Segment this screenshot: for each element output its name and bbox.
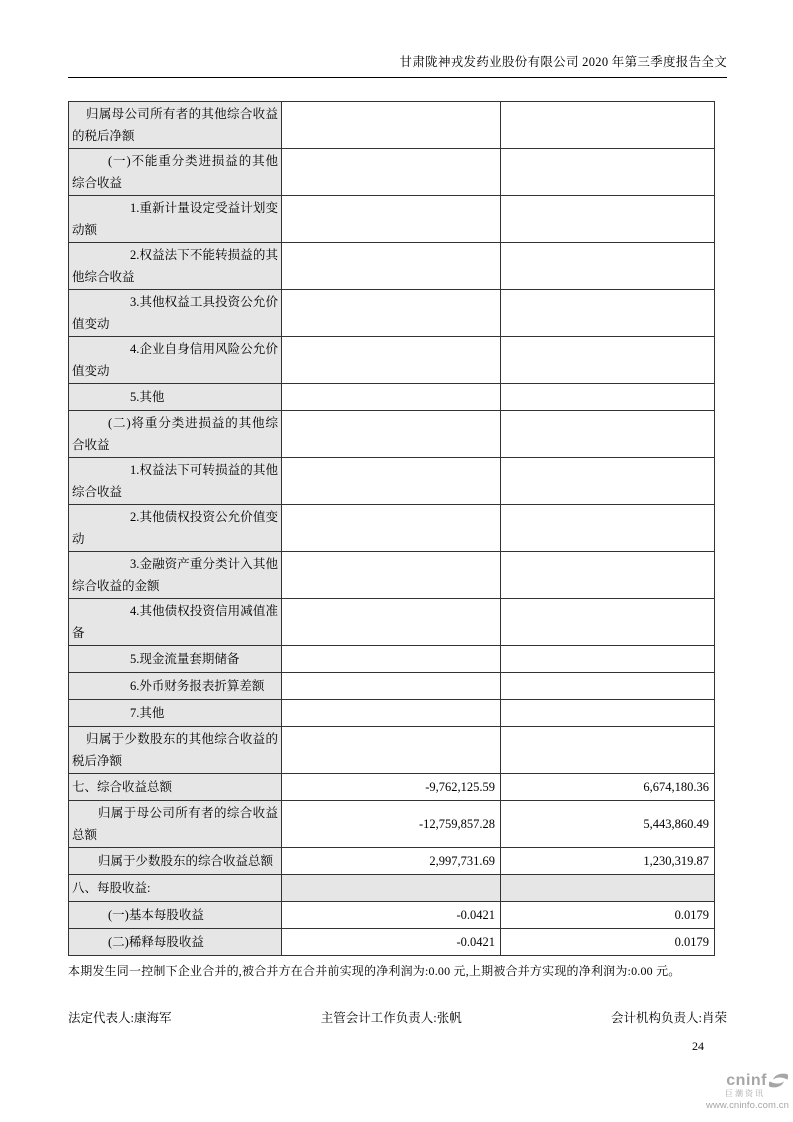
- value-current-period: [282, 875, 501, 902]
- signature-accounting-org-head: 会计机构负责人:肖荣: [611, 1011, 727, 1025]
- value-prior-period: [501, 458, 715, 505]
- row-label: 2.权益法下不能转损益的其他综合收益: [72, 248, 278, 284]
- row-label-cell: [69, 848, 282, 875]
- value-prior-period: 6,674,180.36: [501, 774, 715, 801]
- row-label-cell: [69, 646, 282, 673]
- row-label: (一)不能重分类进损益的其他综合收益: [72, 154, 278, 190]
- value-prior-period: [501, 673, 715, 700]
- row-label-cell: [69, 599, 282, 646]
- cninfo-brand-cn: 巨潮资讯: [725, 1089, 765, 1098]
- value-current-period: [282, 505, 501, 552]
- value-prior-period: [501, 102, 715, 149]
- row-label-cell: [69, 727, 282, 774]
- table-row: [69, 599, 715, 646]
- row-label-cell: [69, 673, 282, 700]
- row-label: 4.企业自身信用风险公允价值变动: [72, 342, 278, 378]
- row-label: 归属母公司所有者的其他综合收益的税后净额: [72, 107, 278, 143]
- row-label-cell: [69, 875, 282, 902]
- value-prior-period: [501, 290, 715, 337]
- table-row: [69, 411, 715, 458]
- value-prior-period: [501, 646, 715, 673]
- value-current-period: [282, 337, 501, 384]
- row-label-cell: [69, 384, 282, 411]
- value-current-period: [282, 290, 501, 337]
- value-prior-period: [501, 727, 715, 774]
- value-current-period: [282, 458, 501, 505]
- row-label: 归属于少数股东的综合收益总额: [98, 854, 274, 868]
- table-row: [69, 290, 715, 337]
- value-current-period: [282, 102, 501, 149]
- value-prior-period: 1,230,319.87: [501, 848, 715, 875]
- row-label-cell: [69, 458, 282, 505]
- table-row: [69, 102, 715, 149]
- income-table-body: [69, 102, 715, 956]
- value-current-period: -0.0421: [282, 929, 501, 956]
- page-number: 24: [692, 1039, 704, 1053]
- row-label-cell: [69, 700, 282, 727]
- row-label: (二)将重分类进损益的其他综合收益: [72, 416, 278, 452]
- value-prior-period: 0.0179: [501, 929, 715, 956]
- value-current-period: [282, 599, 501, 646]
- value-prior-period: 5,443,860.49: [501, 801, 715, 848]
- table-row: [69, 801, 715, 848]
- table-row: [69, 149, 715, 196]
- value-prior-period: [501, 700, 715, 727]
- table-row: [69, 929, 715, 956]
- row-label: 归属于母公司所有者的综合收益总额: [72, 806, 278, 842]
- table-row: [69, 196, 715, 243]
- value-current-period: -0.0421: [282, 902, 501, 929]
- value-prior-period: 0.0179: [501, 902, 715, 929]
- value-prior-period: [501, 599, 715, 646]
- table-row: [69, 902, 715, 929]
- row-label-cell: [69, 774, 282, 801]
- value-current-period: [282, 673, 501, 700]
- table-row: [69, 505, 715, 552]
- cninfo-brand: cninf: [726, 1071, 767, 1089]
- row-label-cell: [69, 552, 282, 599]
- row-label-cell: [69, 290, 282, 337]
- value-prior-period: [501, 552, 715, 599]
- row-label-cell: [69, 929, 282, 956]
- table-row: [69, 700, 715, 727]
- report-header: [68, 52, 727, 78]
- value-current-period: [282, 411, 501, 458]
- row-label: 归属于少数股东的其他综合收益的税后净额: [72, 732, 278, 768]
- row-label: 七、综合收益总额: [72, 780, 173, 794]
- cninfo-swirl-icon: [768, 1072, 789, 1089]
- table-row: [69, 848, 715, 875]
- value-current-period: -9,762,125.59: [282, 774, 501, 801]
- value-current-period: [282, 243, 501, 290]
- cninfo-url: www.cninfo.com.cn: [705, 1100, 789, 1111]
- cninfo-brand-row: [679, 1072, 789, 1089]
- value-current-period: [282, 552, 501, 599]
- row-label-cell: [69, 149, 282, 196]
- row-label: 2.其他债权投资公允价值变动: [72, 510, 278, 546]
- table-row: [69, 337, 715, 384]
- value-prior-period: [501, 505, 715, 552]
- row-label-cell: [69, 902, 282, 929]
- merger-note: 本期发生同一控制下企业合并的,被合并方在合并前实现的净利润为:0.00 元,上期被合并方实现的净利润为:0.00 元。: [68, 964, 681, 978]
- comprehensive-income-table: [68, 101, 715, 956]
- table-row: [69, 673, 715, 700]
- signature-row: [68, 1008, 727, 1026]
- value-prior-period: [501, 149, 715, 196]
- row-label: 3.其他权益工具投资公允价值变动: [72, 295, 278, 331]
- value-current-period: [282, 196, 501, 243]
- value-prior-period: [501, 384, 715, 411]
- row-label-cell: [69, 801, 282, 848]
- table-row: [69, 384, 715, 411]
- row-label-cell: [69, 337, 282, 384]
- table-row: [69, 552, 715, 599]
- table-row: [69, 243, 715, 290]
- value-current-period: -12,759,857.28: [282, 801, 501, 848]
- value-prior-period: [501, 196, 715, 243]
- row-label: 7.其他: [130, 706, 165, 720]
- value-prior-period: [501, 243, 715, 290]
- row-label: 八、每股收益:: [72, 881, 151, 895]
- value-current-period: [282, 727, 501, 774]
- value-prior-period: [501, 337, 715, 384]
- row-label: 1.重新计量设定受益计划变动额: [72, 201, 278, 237]
- value-current-period: [282, 149, 501, 196]
- row-label: (一)基本每股收益: [108, 908, 204, 922]
- table-row: [69, 458, 715, 505]
- value-prior-period: [501, 411, 715, 458]
- row-label-cell: [69, 102, 282, 149]
- row-label: 3.金融资产重分类计入其他综合收益的金额: [72, 557, 278, 593]
- table-row: [69, 774, 715, 801]
- row-label: 1.权益法下可转损益的其他综合收益: [72, 463, 278, 499]
- row-label-cell: [69, 505, 282, 552]
- signature-chief-accountant: 主管会计工作负责人:张帆: [320, 1011, 462, 1025]
- row-label-cell: [69, 243, 282, 290]
- signature-legal-representative: 法定代表人:康海军: [68, 1011, 172, 1025]
- value-prior-period: [501, 875, 715, 902]
- row-label: 5.其他: [130, 390, 165, 404]
- row-label: 5.现金流量套期储备: [130, 652, 240, 666]
- table-row: [69, 875, 715, 902]
- value-current-period: [282, 646, 501, 673]
- value-current-period: 2,997,731.69: [282, 848, 501, 875]
- table-row: [69, 727, 715, 774]
- cninfo-logo: [679, 1072, 789, 1111]
- row-label-cell: [69, 411, 282, 458]
- value-current-period: [282, 384, 501, 411]
- header-title: 甘肃陇神戎发药业股份有限公司 2020 年第三季度报告全文: [399, 55, 727, 69]
- row-label-cell: [69, 196, 282, 243]
- row-label: 6.外币财务报表折算差额: [130, 679, 265, 693]
- row-label: 4.其他债权投资信用减值准备: [72, 604, 278, 640]
- row-label: (二)稀释每股收益: [108, 935, 204, 949]
- table-row: [69, 646, 715, 673]
- value-current-period: [282, 700, 501, 727]
